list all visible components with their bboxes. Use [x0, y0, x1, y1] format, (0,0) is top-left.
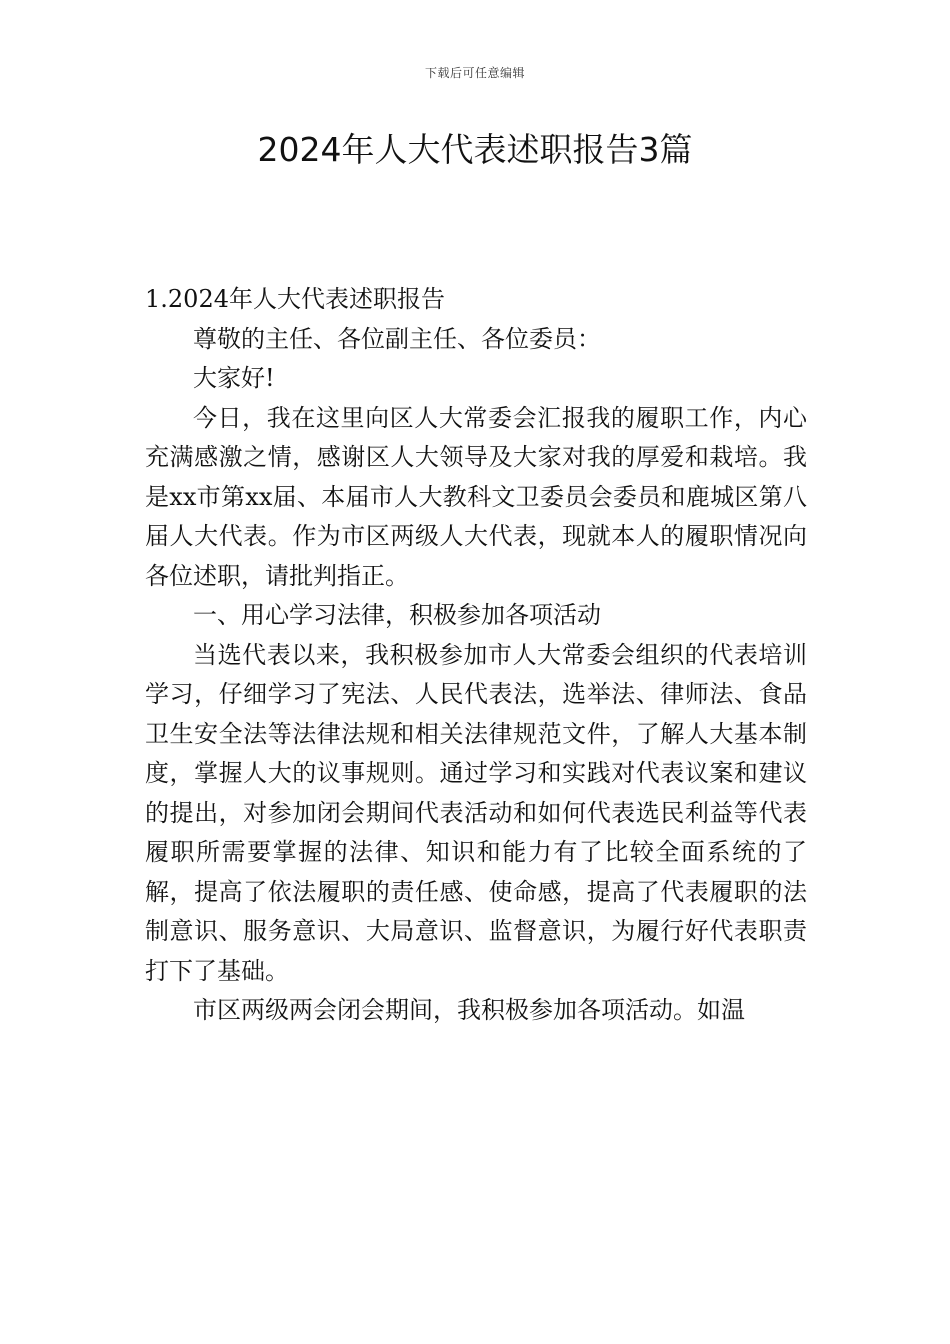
section-title: 1.2024年人大代表述职报告 [145, 285, 445, 313]
document-title: 2024年人大代表述职报告3篇 [257, 130, 693, 169]
intro-paragraph: 今日，我在这里向区人大常委会汇报我的履职工作，内心充满感激之情，感谢区人大领导及大家对我的厚爱和栽培。我是xx市第xx届、本届市人大教科文卫委员会委员和鹿城区第八届人大代表。作为市区两级人大代表，现就本人的履职情况向各位述职，请批判指正。 [145, 403, 807, 590]
subsection-heading: 一、用心学习法律，积极参加各项活动 [193, 601, 601, 629]
greeting-paragraph: 大家好! [193, 364, 275, 392]
header-note: 下载后可任意编辑 [424, 66, 525, 80]
salutation-paragraph: 尊敬的主任、各位副主任、各位委员： [193, 324, 601, 353]
document-body [145, 280, 807, 1031]
activities-paragraph: 市区两级两会闭会期间，我积极参加各项活动。如温 [193, 996, 745, 1024]
study-paragraph: 当选代表以来，我积极参加市人大常委会组织的代表培训学习，仔细学习了宪法、人民代表法，选举法、律师法、食品卫生安全法等法律法规和相关法律规范文件，了解人大基本制度，掌握人大的议事规则。通过学习和实践对代表议案和建议的提出，对参加闭会期间代表活动和如何代表选民利益等代表履职所需要掌握的法律、知识和能力有了比较全面系统的了解，提高了依法履职的责任感、使命感，提高了代表履职的法制意识、服务意识、大局意识、监督意识，为履行好代表职责打下了基础。 [145, 640, 807, 985]
